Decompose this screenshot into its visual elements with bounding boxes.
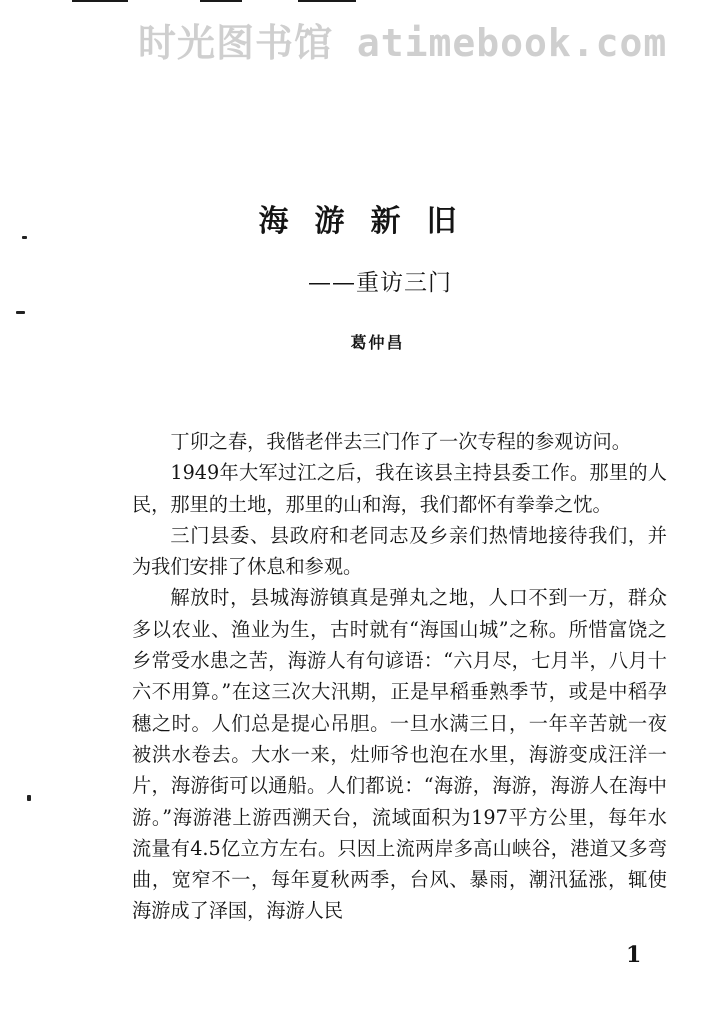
top-rule-left <box>72 0 128 2</box>
author-name: 葛仲昌 <box>350 333 405 352</box>
paragraph: 丁卯之春，我偕老伴去三门作了一次专程的参观访问。 <box>170 430 631 453</box>
top-rule-right <box>298 0 356 2</box>
scan-speck <box>16 311 25 314</box>
scan-speck <box>27 795 31 801</box>
paragraph: 解放时，县城海游镇真是弹丸之地，人口不到一万，群众多以农业、渔业为生，古时就有“海国山城”之称。所惜富饶之乡常受水患之苦，海游人有句谚语：“六月尽，七月半，八月十六不用算。”在这三次大汛期，正是早稻垂熟季节，或是中稻孕穗之时。人们总是提心吊胆。一旦水满三日，一年辛苦就一夜被洪水卷去。大水一来，灶师爷也泡在水里，海游变成汪洋一片，海游街可以通船。人们都说：“海游，海游，海游人在海中游。”海游港上游西溯天台，流域面积为197平方公里，每年水流量有4.5亿立方左右。只因上流两岸多高山峡谷，港道又多弯曲，宽窄不一，每年夏秋两季，台风、暴雨，潮汛猛涨，辄使海游成了泽国，海游人民 <box>132 586 667 923</box>
article-body <box>132 426 667 927</box>
top-rule-middle <box>200 0 242 2</box>
paragraph: 1949年大军过江之后，我在该县主持县委工作。那里的人民，那里的土地，那里的山和海，我们都怀有拳拳之忱。 <box>132 461 667 516</box>
article-title: 海游新旧 <box>258 204 483 239</box>
article-subtitle: ——重访三门 <box>308 270 452 296</box>
watermark: 时光图书馆 atimebook.com <box>138 21 668 65</box>
page-number: 1 <box>626 942 642 968</box>
paragraph: 三门县委、县政府和老同志及乡亲们热情地接待我们，并为我们安排了休息和参观。 <box>132 523 667 579</box>
